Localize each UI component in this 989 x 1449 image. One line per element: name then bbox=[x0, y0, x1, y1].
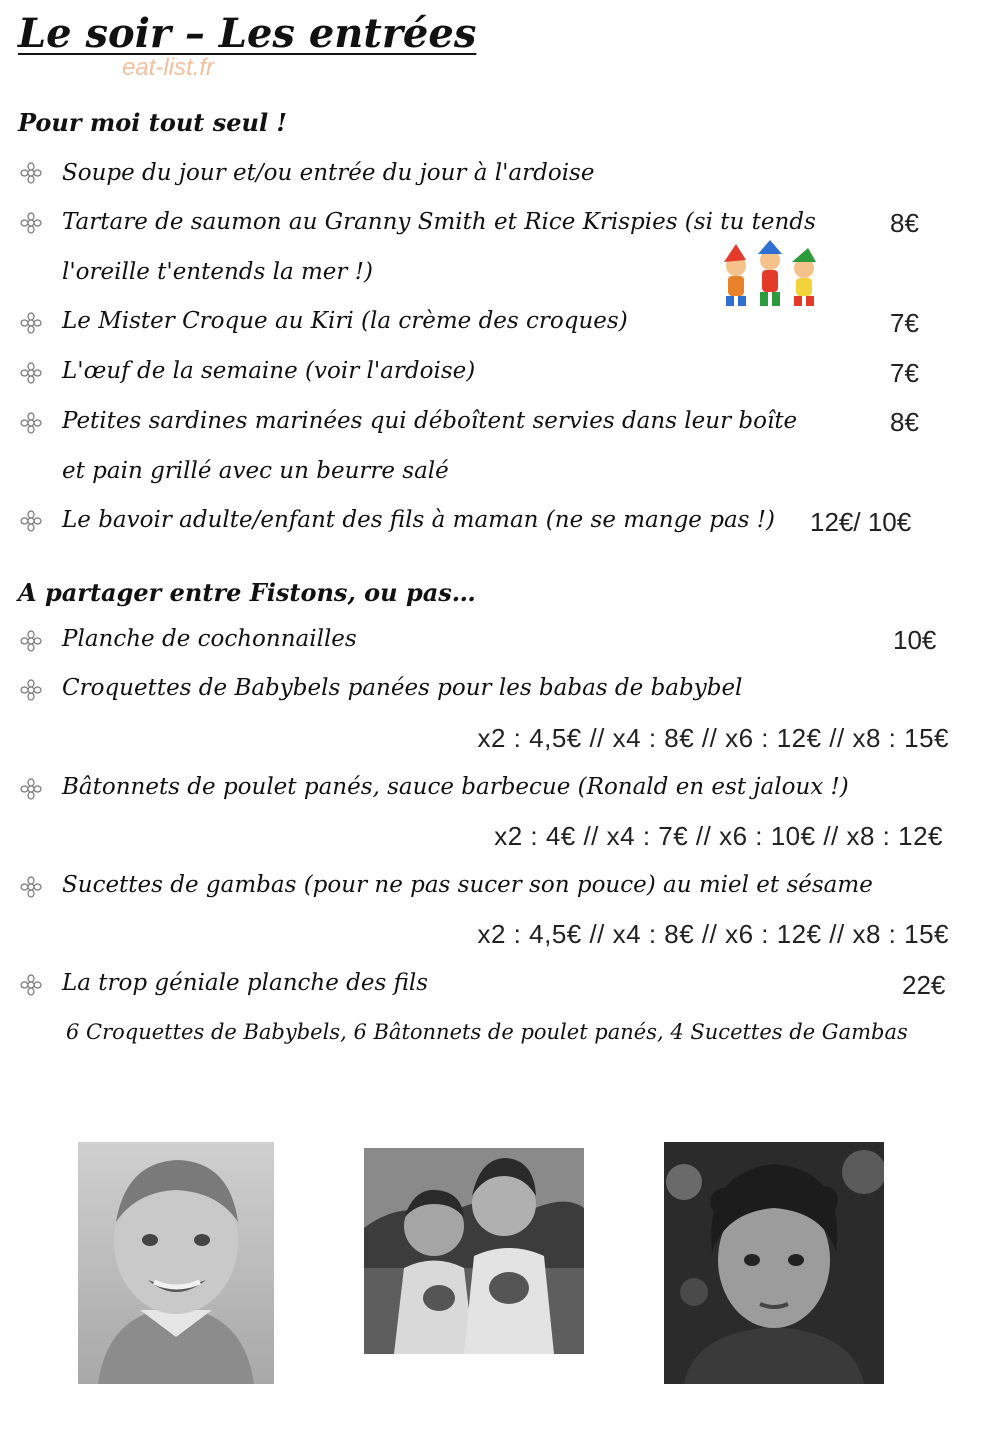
menu-item-sardines-line2: et pain grillé avec un beurre salé bbox=[62, 458, 449, 484]
flower-bullet-icon bbox=[19, 412, 43, 434]
menu-item-cochonnailles: Planche de cochonnailles bbox=[62, 626, 357, 652]
menu-item-oeuf: L'œuf de la semaine (voir l'ardoise) bbox=[62, 358, 476, 384]
menu-item-tartare: Tartare de saumon au Granny Smith et Rice Krispies (si tu tends bbox=[62, 209, 816, 235]
menu-item-croquettes: Croquettes de Babybels panées pour les babas de babybel bbox=[62, 675, 743, 701]
page-title: Le soir – Les entrées bbox=[18, 10, 477, 57]
flower-bullet-icon bbox=[19, 630, 43, 652]
menu-item-planche-fils: La trop géniale planche des fils bbox=[62, 970, 429, 996]
menu-item-planche-fils-details: 6 Croquettes de Babybels, 6 Bâtonnets de poulet panés, 4 Sucettes de Gambas bbox=[66, 1020, 908, 1044]
price-cochonnailles: 10€ bbox=[893, 625, 937, 655]
menu-item-bavoir: Le bavoir adulte/enfant des fils à maman (ne se mange pas !) bbox=[62, 507, 775, 533]
quantities-sucettes: x2 : 4,5€ // x4 : 8€ // x6 : 12€ // x8 : 15€ bbox=[477, 919, 949, 949]
quantities-croquettes: x2 : 4,5€ // x4 : 8€ // x6 : 12€ // x8 : 15€ bbox=[477, 723, 949, 753]
flower-bullet-icon bbox=[19, 974, 43, 996]
flower-bullet-icon bbox=[19, 312, 43, 334]
menu-item-sucettes: Sucettes de gambas (pour ne pas sucer son pouce) au miel et sésame bbox=[62, 872, 873, 898]
menu-item-soupe: Soupe du jour et/ou entrée du jour à l'ardoise bbox=[62, 160, 595, 186]
flower-bullet-icon bbox=[19, 876, 43, 898]
photo-two-brothers bbox=[364, 1148, 584, 1354]
price-croque: 7€ bbox=[890, 308, 919, 338]
price-sardines: 8€ bbox=[890, 407, 919, 437]
watermark: eat-list.fr bbox=[122, 54, 215, 81]
quantities-batonnets: x2 : 4€ // x4 : 7€ // x6 : 10€ // x8 : 12€ bbox=[494, 821, 943, 851]
flower-bullet-icon bbox=[19, 162, 43, 184]
photo-smiling-boy bbox=[78, 1142, 274, 1384]
price-oeuf: 7€ bbox=[890, 358, 919, 388]
menu-item-sardines: Petites sardines marinées qui déboîtent servies dans leur boîte bbox=[62, 408, 798, 434]
menu-item-batonnets: Bâtonnets de poulet panés, sauce barbecue (Ronald en est jaloux !) bbox=[62, 774, 849, 800]
section-heading-partager: A partager entre Fistons, ou pas… bbox=[18, 578, 476, 607]
price-tartare: 8€ bbox=[890, 208, 919, 238]
flower-bullet-icon bbox=[19, 510, 43, 532]
photo-curly-haired-child bbox=[664, 1142, 884, 1384]
flower-bullet-icon bbox=[19, 362, 43, 384]
menu-item-croque: Le Mister Croque au Kiri (la crème des croques) bbox=[62, 308, 628, 334]
flower-bullet-icon bbox=[19, 212, 43, 234]
section-heading-solo: Pour moi tout seul ! bbox=[18, 108, 287, 137]
flower-bullet-icon bbox=[19, 778, 43, 800]
price-planche-fils: 22€ bbox=[902, 970, 946, 1000]
flower-bullet-icon bbox=[19, 679, 43, 701]
menu-item-tartare-line2: l'oreille t'entends la mer !) bbox=[62, 259, 373, 285]
rice-krispies-elves-illustration bbox=[712, 240, 830, 310]
price-bavoir: 12€/ 10€ bbox=[810, 507, 912, 537]
